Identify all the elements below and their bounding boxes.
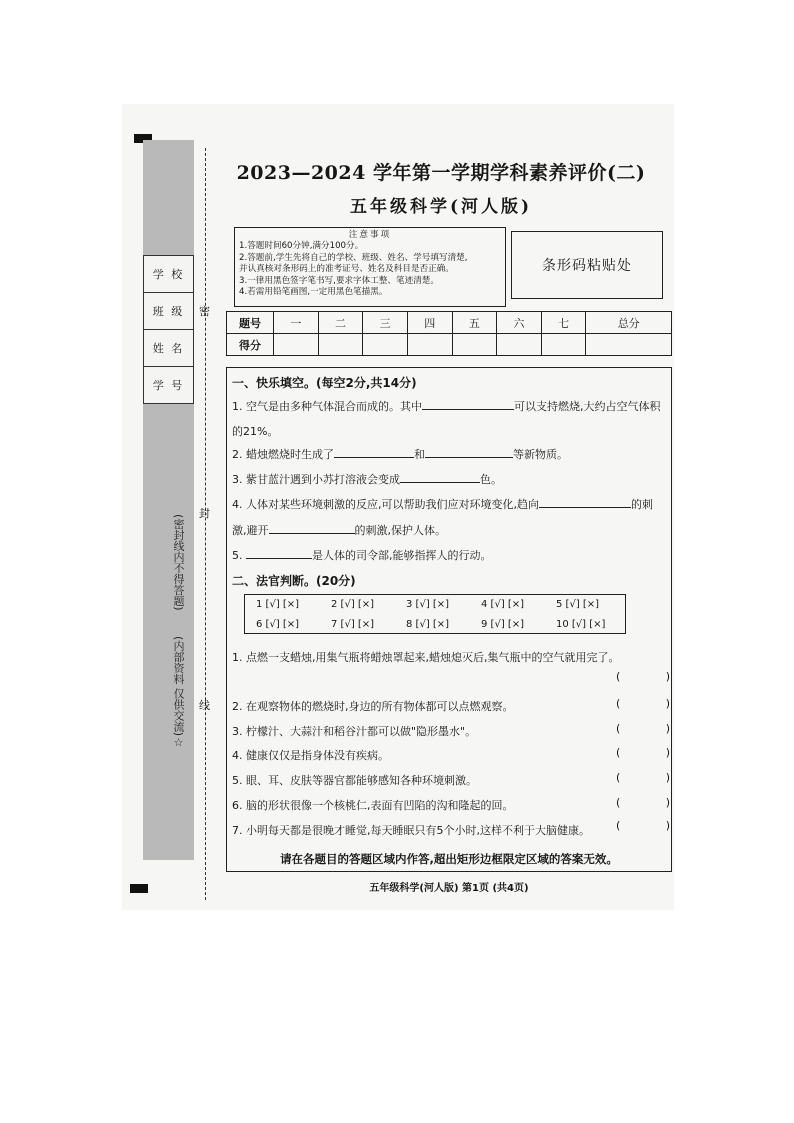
fill-q5: 5. 是人体的司令部,能够指挥人的行动。 xyxy=(232,549,492,562)
fill-q2: 2. 蜡烛燃烧时生成了 和 等新物质。 xyxy=(232,448,568,461)
score-cell[interactable] xyxy=(363,334,408,356)
fill-q4: 4. 人体对某些环境刺激的反应,可以帮助我们应对环境变化,趋向 的刺 xyxy=(232,498,653,511)
score-cell[interactable] xyxy=(452,334,497,356)
blank-q5[interactable] xyxy=(246,547,312,559)
info-class-label: 班 级 xyxy=(144,293,194,330)
exam-subtitle: 五年级科学(河人版) xyxy=(349,197,533,217)
answer-bubble-10[interactable]: 10 [√] [×] xyxy=(556,619,606,630)
score-cell[interactable] xyxy=(318,334,363,356)
info-id-label: 学 号 xyxy=(144,367,194,404)
blank-q1[interactable] xyxy=(422,398,514,410)
score-row-points-label: 得分 xyxy=(227,334,274,356)
score-cell[interactable] xyxy=(274,334,319,356)
notice-line: 3.一律用黑色签字笔书写,要求字体工整、笔迹清楚。 xyxy=(239,275,439,286)
judge-q2: 2. 在观察物体的燃烧时,身边的所有物体都可以点燃观察。 xyxy=(232,700,514,713)
score-col: 七 xyxy=(541,312,586,334)
fill-q4-cont: 激,避开 的刺激,保护人体。 xyxy=(232,524,446,537)
answer-bubble-9[interactable]: 9 [√] [×] xyxy=(481,619,525,630)
judge-q4: 4. 健康仅仅是指身体没有疾病。 xyxy=(232,749,389,762)
judge-q5: 5. 眼、耳、皮肤等器官都能够感知各种环境刺激。 xyxy=(232,774,477,787)
blank-q3[interactable] xyxy=(400,471,480,483)
score-cell[interactable] xyxy=(497,334,542,356)
answer-bubble-4[interactable]: 4 [√] [×] xyxy=(481,599,525,610)
score-col: 四 xyxy=(407,312,452,334)
judge-q4-paren[interactable]: ( ) xyxy=(616,746,670,759)
info-name-label: 姓 名 xyxy=(144,330,194,367)
internal-note: (内部资料 仅供交流)☆ xyxy=(172,636,185,750)
seal-char-feng: 封 xyxy=(199,507,210,520)
judge-q7-paren[interactable]: ( ) xyxy=(616,819,670,832)
judge-q3-paren[interactable]: ( ) xyxy=(616,722,670,735)
score-col-total: 总分 xyxy=(586,312,672,334)
score-col: 五 xyxy=(452,312,497,334)
blank-q4b[interactable] xyxy=(269,522,355,534)
answer-bubble-2[interactable]: 2 [√] [×] xyxy=(331,599,375,610)
student-info-table xyxy=(143,255,194,404)
score-col: 三 xyxy=(363,312,408,334)
notice-line: 并认真核对条形码上的准考证号、姓名及科目是否正确。 xyxy=(239,264,454,275)
notice-title: 注意事项 xyxy=(348,230,392,240)
notice-line: 2.答题前,学生先将自己的学校、班级、姓名、学号填写清楚, xyxy=(239,252,468,263)
score-col: 六 xyxy=(497,312,542,334)
answer-bubble-3[interactable]: 3 [√] [×] xyxy=(406,599,450,610)
page-footer: 五年级科学(河人版) 第1页 (共4页) xyxy=(369,883,529,894)
judge-q2-paren[interactable]: ( ) xyxy=(616,697,670,710)
score-cell[interactable] xyxy=(586,334,672,356)
judge-q1: 1. 点燃一支蜡烛,用集气瓶将蜡烛罩起来,蜡烛熄灭后,集气瓶中的空气就用完了。 xyxy=(232,651,620,664)
score-col: 二 xyxy=(318,312,363,334)
notice-line: 4.若需用铅笔画图,一定用黑色笔描黑。 xyxy=(239,287,388,298)
section-2-title: 二、法官判断。(20分) xyxy=(232,574,356,588)
seal-dashed-line xyxy=(205,148,206,900)
fill-q1-cont: 的21%。 xyxy=(232,425,279,438)
score-row-question-label: 题号 xyxy=(227,312,274,334)
answer-bubble-6[interactable]: 6 [√] [×] xyxy=(256,619,300,630)
side-binding-strip xyxy=(143,140,194,860)
fill-q3: 3. 紫甘蓝汁遇到小苏打溶液会变成 色。 xyxy=(232,473,502,486)
score-table xyxy=(226,311,672,356)
seal-char-mi: 密 xyxy=(199,305,210,318)
answer-bubble-7[interactable]: 7 [√] [×] xyxy=(331,619,375,630)
blank-q2b[interactable] xyxy=(425,446,513,458)
notice-box xyxy=(234,227,506,307)
answer-bubble-5[interactable]: 5 [√] [×] xyxy=(556,599,600,610)
judge-q6-paren[interactable]: ( ) xyxy=(616,796,670,809)
score-col: 一 xyxy=(274,312,319,334)
judge-q1-paren[interactable]: ( ) xyxy=(616,670,670,683)
seal-note: (密封线内不得答题) xyxy=(172,514,185,611)
answer-bubble-1[interactable]: 1 [√] [×] xyxy=(256,599,300,610)
blank-q2a[interactable] xyxy=(334,446,414,458)
score-cell[interactable] xyxy=(541,334,586,356)
notice-line: 1.答题时间60分钟,满分100分。 xyxy=(239,241,364,252)
fill-q1: 1. 空气是由多种气体混合而成的。其中 可以支持燃烧,大约占空气体积 xyxy=(232,400,661,413)
section-1-title: 一、快乐填空。(每空2分,共14分) xyxy=(232,376,417,390)
registration-mark-bottom xyxy=(130,884,148,893)
score-cell[interactable] xyxy=(407,334,452,356)
judge-q5-paren[interactable]: ( ) xyxy=(616,771,670,784)
exam-title: 2023—2024 学年第一学期学科素养评价(二) xyxy=(236,162,646,184)
seal-char-xian: 线 xyxy=(199,699,210,712)
blank-q4a[interactable] xyxy=(539,496,631,508)
judge-q6: 6. 脑的形状很像一个核桃仁,表面有凹陷的沟和隆起的回。 xyxy=(232,799,514,812)
answer-bubble-8[interactable]: 8 [√] [×] xyxy=(406,619,450,630)
judge-q3: 3. 柠檬汁、大蒜汁和稻谷汁都可以做"隐形墨水"。 xyxy=(232,725,477,738)
judge-q7: 7. 小明每天都是很晚才睡觉,每天睡眠只有5个小时,这样不利于大脑健康。 xyxy=(232,824,590,837)
answer-area-warning: 请在各题目的答题区域内作答,超出矩形边框限定区域的答案无效。 xyxy=(280,852,618,866)
info-school-label: 学 校 xyxy=(144,256,194,293)
barcode-area: 条形码粘贴处 xyxy=(511,231,663,299)
